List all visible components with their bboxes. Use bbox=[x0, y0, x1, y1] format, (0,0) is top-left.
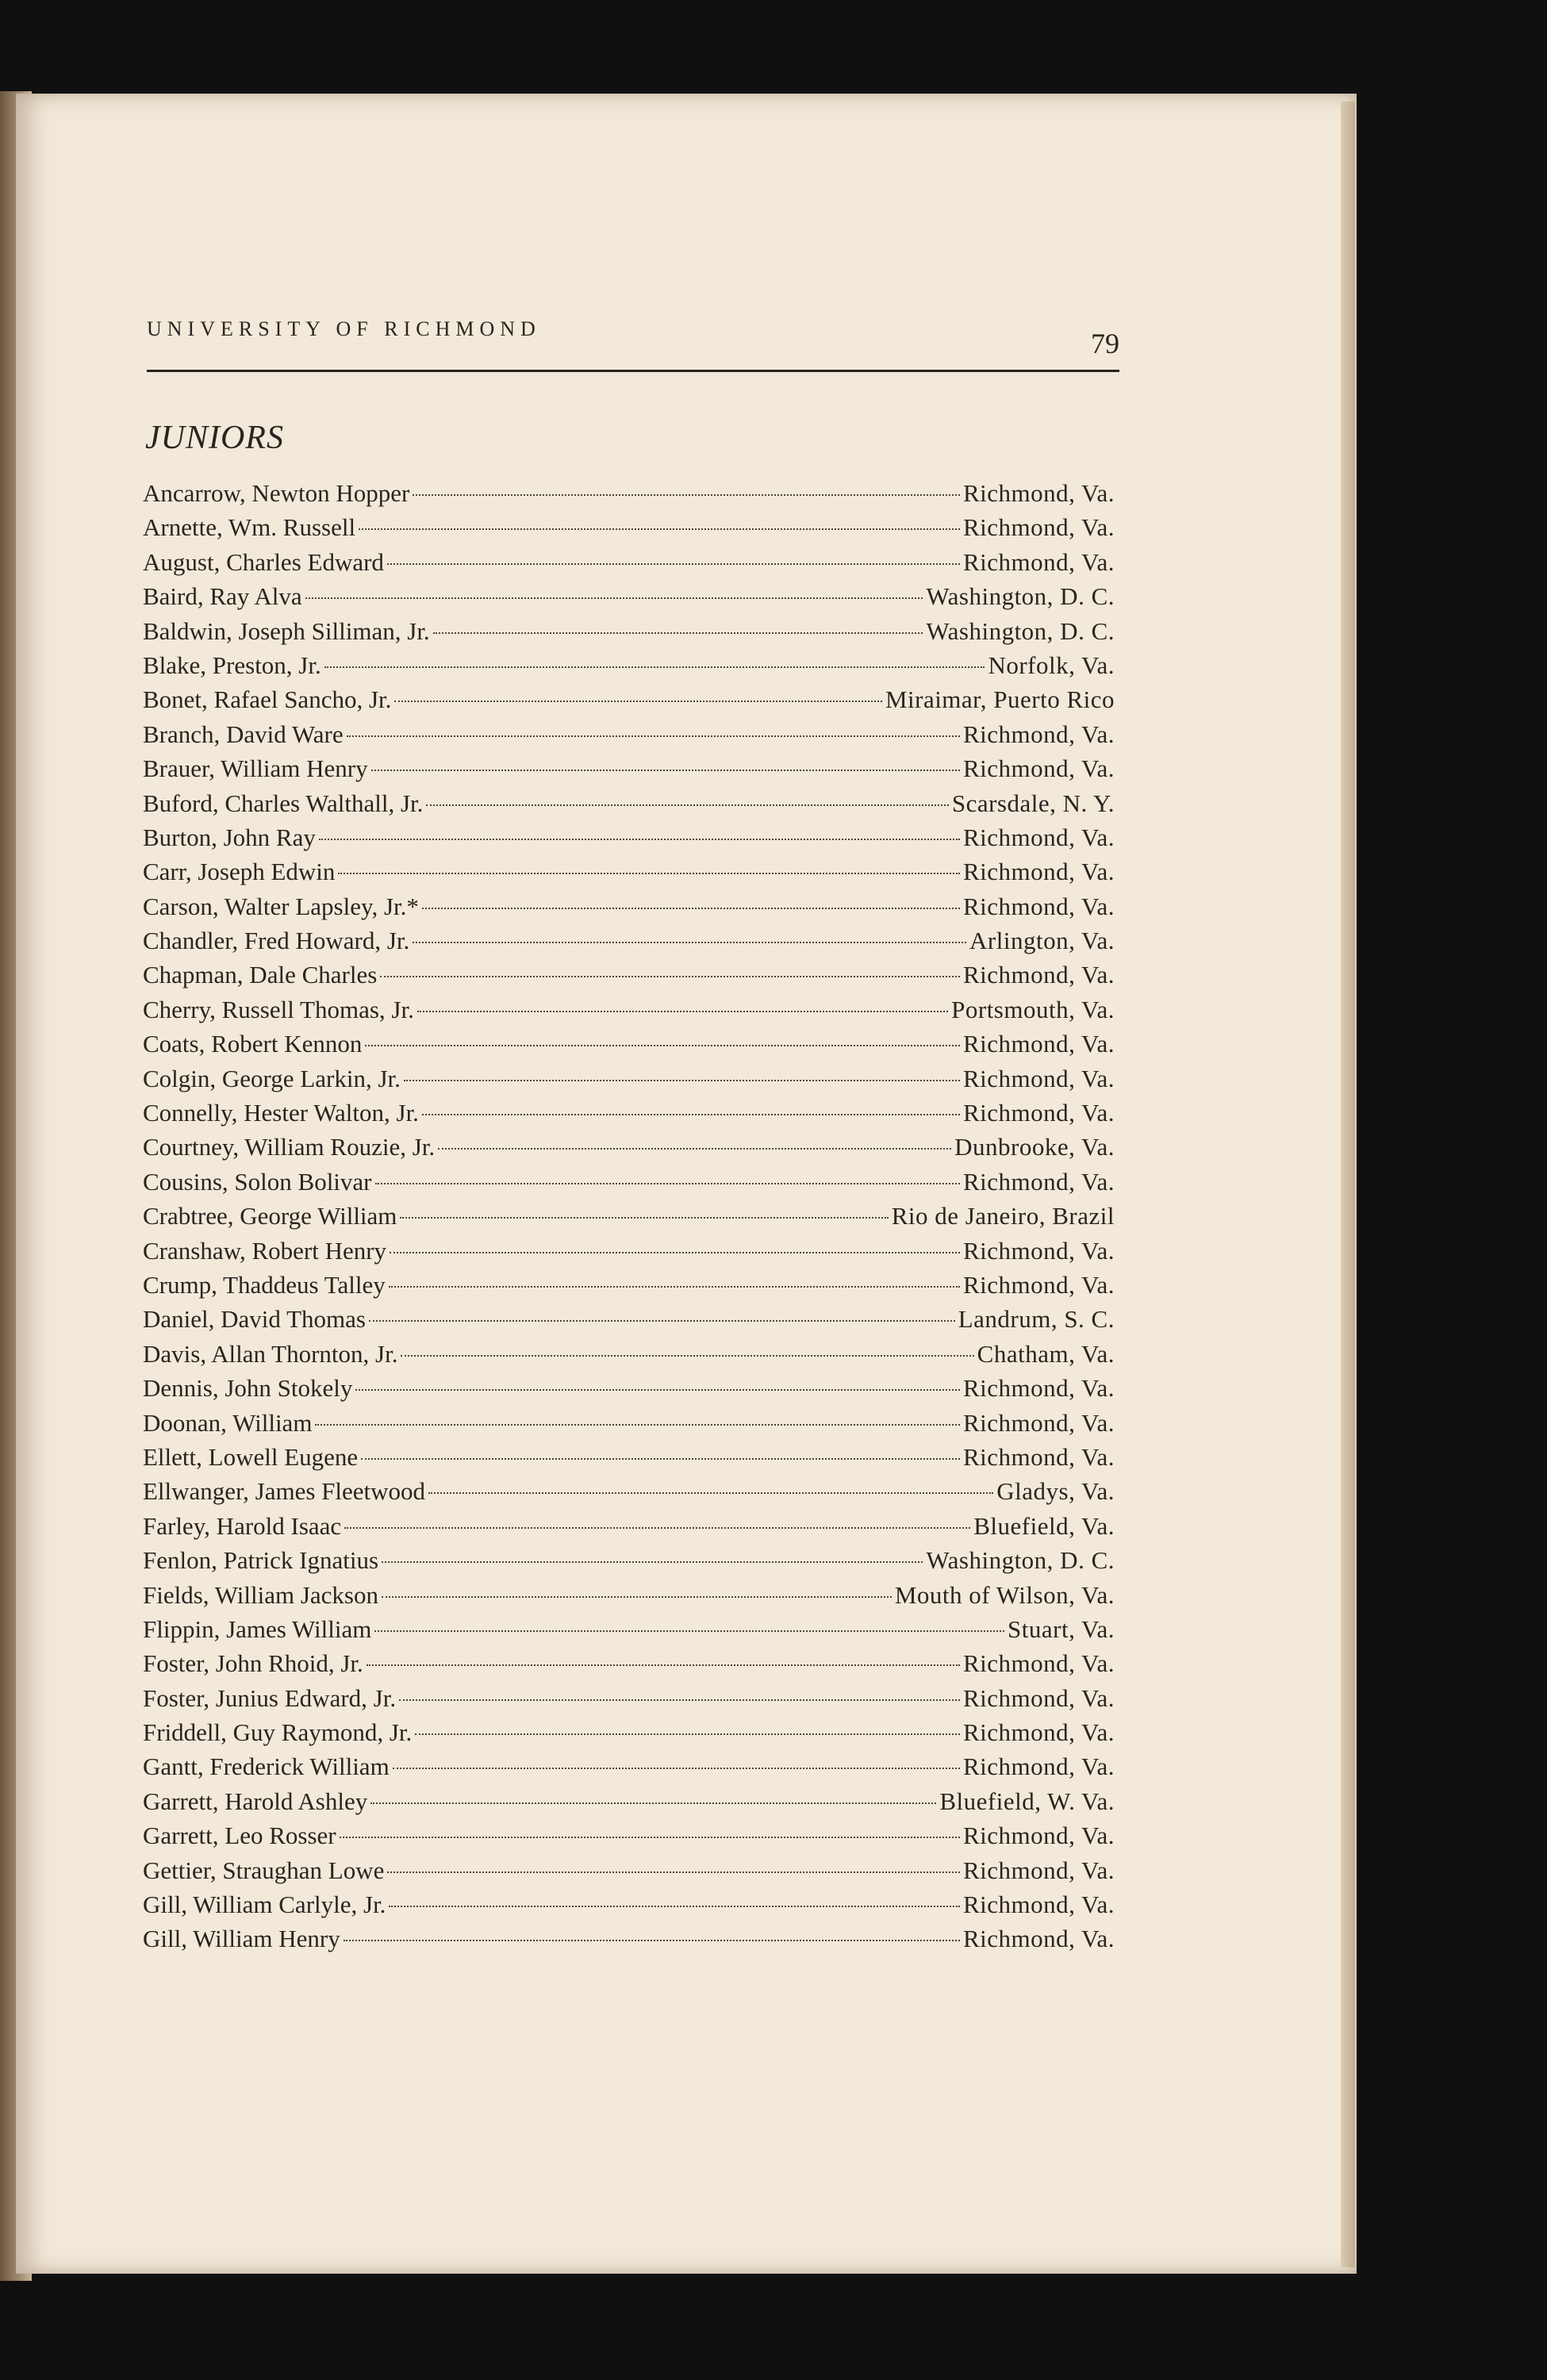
dot-leader bbox=[375, 1183, 960, 1184]
hometown: Richmond, Va. bbox=[962, 547, 1115, 576]
hometown: Portsmouth, Va. bbox=[951, 995, 1115, 1023]
student-name: Flippin, James William bbox=[143, 1614, 372, 1643]
dot-leader bbox=[404, 1080, 960, 1081]
student-name: Chandler, Fred Howard, Jr. bbox=[143, 927, 410, 955]
student-name: Burton, John Ray bbox=[143, 823, 316, 851]
section-title: JUNIORS bbox=[145, 420, 284, 456]
list-item bbox=[143, 582, 1115, 616]
hometown: Richmond, Va. bbox=[962, 1856, 1115, 1884]
dot-leader bbox=[370, 1802, 936, 1804]
student-name: Foster, John Rhoid, Jr. bbox=[143, 1649, 363, 1678]
dot-leader bbox=[413, 942, 966, 943]
student-name: Daniel, David Thomas bbox=[143, 1305, 366, 1334]
list-item bbox=[143, 961, 1115, 995]
dot-leader bbox=[389, 1286, 960, 1288]
hometown: Washington, D. C. bbox=[926, 582, 1115, 611]
dot-leader bbox=[401, 1355, 973, 1357]
hometown: Richmond, Va. bbox=[962, 1925, 1115, 1953]
dot-leader bbox=[319, 839, 960, 840]
dot-leader bbox=[400, 1217, 888, 1219]
hometown: Chatham, Va. bbox=[977, 1339, 1115, 1368]
list-item bbox=[143, 1065, 1115, 1099]
dot-leader bbox=[387, 1871, 960, 1873]
dot-leader bbox=[438, 1148, 951, 1150]
hometown: Norfolk, Va. bbox=[988, 651, 1115, 679]
hometown: Bluefield, Va. bbox=[973, 1511, 1115, 1540]
hometown: Washington, D. C. bbox=[926, 616, 1115, 645]
student-name: Farley, Harold Isaac bbox=[143, 1511, 342, 1540]
student-name: Garrett, Harold Ashley bbox=[143, 1787, 368, 1815]
hometown: Richmond, Va. bbox=[962, 823, 1115, 851]
dot-leader bbox=[315, 1424, 960, 1426]
list-item bbox=[143, 1718, 1115, 1752]
list-item bbox=[143, 513, 1115, 547]
student-name: Crump, Thaddeus Talley bbox=[143, 1270, 386, 1299]
dot-leader bbox=[382, 1561, 923, 1563]
dot-leader bbox=[417, 1011, 948, 1012]
list-item bbox=[143, 1856, 1115, 1891]
student-name: Garrett, Leo Rosser bbox=[143, 1821, 336, 1850]
dot-leader bbox=[382, 1596, 892, 1598]
list-item bbox=[143, 927, 1115, 961]
list-item bbox=[143, 1409, 1115, 1443]
student-name: Ancarrow, Newton Hopper bbox=[143, 479, 410, 507]
list-item bbox=[143, 1891, 1115, 1925]
hometown: Richmond, Va. bbox=[962, 1683, 1115, 1712]
dot-leader bbox=[426, 804, 948, 806]
hometown: Landrum, S. C. bbox=[958, 1305, 1115, 1334]
student-name: Chapman, Dale Charles bbox=[143, 961, 378, 989]
page-edge bbox=[1341, 102, 1355, 2267]
hometown: Richmond, Va. bbox=[962, 1891, 1115, 1919]
list-item bbox=[143, 823, 1115, 858]
student-name: Arnette, Wm. Russell bbox=[143, 513, 356, 542]
dot-leader bbox=[344, 1527, 970, 1529]
hometown: Richmond, Va. bbox=[962, 513, 1115, 542]
student-name: Gettier, Straughan Lowe bbox=[143, 1856, 385, 1884]
hometown: Mouth of Wilson, Va. bbox=[894, 1580, 1115, 1609]
list-item bbox=[143, 1030, 1115, 1064]
list-item bbox=[143, 720, 1115, 754]
hometown: Richmond, Va. bbox=[962, 1270, 1115, 1299]
list-item bbox=[143, 858, 1115, 892]
list-item bbox=[143, 1237, 1115, 1271]
student-name: Coats, Robert Kennon bbox=[143, 1030, 363, 1058]
dot-leader bbox=[413, 494, 960, 496]
list-item bbox=[143, 1271, 1115, 1305]
list-item bbox=[143, 1684, 1115, 1718]
list-item bbox=[143, 548, 1115, 582]
list-item bbox=[143, 754, 1115, 789]
list-item bbox=[143, 1821, 1115, 1856]
student-name: Cherry, Russell Thomas, Jr. bbox=[143, 995, 414, 1023]
student-name: Foster, Junius Edward, Jr. bbox=[143, 1683, 397, 1712]
hometown: Arlington, Va. bbox=[969, 927, 1115, 955]
hometown: Richmond, Va. bbox=[962, 1099, 1115, 1127]
dot-leader bbox=[433, 632, 923, 634]
hometown: Richmond, Va. bbox=[962, 961, 1115, 989]
list-item bbox=[143, 1202, 1115, 1236]
student-name: Fenlon, Patrick Ignatius bbox=[143, 1546, 379, 1575]
student-name: Ellett, Lowell Eugene bbox=[143, 1442, 359, 1471]
hometown: Dunbrooke, Va. bbox=[954, 1133, 1115, 1161]
student-name: Gantt, Frederick William bbox=[143, 1752, 390, 1781]
dot-leader bbox=[338, 873, 960, 874]
hometown: Richmond, Va. bbox=[962, 1236, 1115, 1265]
student-name: Dennis, John Stokely bbox=[143, 1374, 353, 1403]
list-item bbox=[143, 617, 1115, 651]
list-item bbox=[143, 651, 1115, 685]
hometown: Rio de Janeiro, Brazil bbox=[891, 1202, 1115, 1230]
list-item bbox=[143, 1787, 1115, 1821]
student-name: Blake, Preston, Jr. bbox=[143, 651, 321, 679]
hometown: Scarsdale, N. Y. bbox=[951, 789, 1115, 817]
hometown: Washington, D. C. bbox=[926, 1546, 1115, 1575]
hometown: Richmond, Va. bbox=[962, 1408, 1115, 1437]
list-item bbox=[143, 1752, 1115, 1787]
list-item bbox=[143, 1925, 1115, 1959]
list-item bbox=[143, 1374, 1115, 1408]
student-name: Ellwanger, James Fleetwood bbox=[143, 1477, 426, 1506]
hometown: Richmond, Va. bbox=[962, 1442, 1115, 1471]
dot-leader bbox=[428, 1492, 993, 1494]
student-name: Doonan, William bbox=[143, 1408, 313, 1437]
list-item bbox=[143, 1340, 1115, 1374]
student-name: Crabtree, George William bbox=[143, 1202, 397, 1230]
student-name: Cousins, Solon Bolivar bbox=[143, 1167, 372, 1196]
list-item bbox=[143, 1615, 1115, 1649]
list-item bbox=[143, 1649, 1115, 1683]
student-name: Courtney, William Rouzie, Jr. bbox=[143, 1133, 436, 1161]
student-name: Fields, William Jackson bbox=[143, 1580, 378, 1609]
list-item bbox=[143, 1168, 1115, 1202]
hometown: Richmond, Va. bbox=[962, 858, 1115, 886]
dot-leader bbox=[367, 1664, 960, 1666]
dot-leader bbox=[415, 1733, 960, 1735]
student-name: Buford, Charles Walthall, Jr. bbox=[143, 789, 424, 817]
dot-leader bbox=[371, 770, 960, 771]
dot-leader bbox=[324, 666, 985, 668]
hometown: Richmond, Va. bbox=[962, 1649, 1115, 1678]
dot-leader bbox=[380, 976, 960, 977]
student-name: Friddell, Guy Raymond, Jr. bbox=[143, 1718, 413, 1747]
student-name: Cranshaw, Robert Henry bbox=[143, 1236, 387, 1265]
hometown: Richmond, Va. bbox=[962, 720, 1115, 748]
running-header-title: UNIVERSITY OF RICHMOND bbox=[147, 317, 541, 340]
list-item bbox=[143, 685, 1115, 720]
page-number: 79 bbox=[1091, 328, 1119, 359]
dot-leader bbox=[305, 597, 923, 599]
hometown: Stuart, Va. bbox=[1008, 1614, 1115, 1643]
hometown: Bluefield, W. Va. bbox=[939, 1787, 1115, 1815]
hometown: Miraimar, Puerto Rico bbox=[885, 685, 1115, 714]
list-item bbox=[143, 479, 1115, 513]
student-name: August, Charles Edward bbox=[143, 547, 384, 576]
hometown: Richmond, Va. bbox=[962, 1064, 1115, 1092]
dot-leader bbox=[389, 1906, 960, 1907]
list-item bbox=[143, 1133, 1115, 1167]
hometown: Richmond, Va. bbox=[962, 1752, 1115, 1781]
list-item bbox=[143, 1581, 1115, 1615]
list-item bbox=[143, 996, 1115, 1030]
dot-leader bbox=[387, 563, 960, 565]
student-name: Gill, William Carlyle, Jr. bbox=[143, 1891, 386, 1919]
list-item bbox=[143, 892, 1115, 927]
hometown: Richmond, Va. bbox=[962, 1030, 1115, 1058]
student-name: Gill, William Henry bbox=[143, 1925, 340, 1953]
list-item bbox=[143, 1477, 1115, 1511]
dot-leader bbox=[390, 1252, 960, 1253]
student-name: Carr, Joseph Edwin bbox=[143, 858, 336, 886]
dot-leader bbox=[355, 1389, 960, 1391]
student-name: Bonet, Rafael Sancho, Jr. bbox=[143, 685, 392, 714]
dot-leader bbox=[344, 1940, 960, 1941]
dot-leader bbox=[399, 1699, 960, 1701]
student-name: Carson, Walter Lapsley, Jr.* bbox=[143, 892, 419, 920]
list-item bbox=[143, 789, 1115, 823]
hometown: Richmond, Va. bbox=[962, 1167, 1115, 1196]
dot-leader bbox=[374, 1630, 1004, 1632]
hometown: Gladys, Va. bbox=[996, 1477, 1115, 1506]
student-name: Connelly, Hester Walton, Jr. bbox=[143, 1099, 419, 1127]
student-name: Davis, Allan Thornton, Jr. bbox=[143, 1339, 398, 1368]
student-name: Brauer, William Henry bbox=[143, 754, 368, 783]
list-item bbox=[143, 1512, 1115, 1546]
student-name: Branch, David Ware bbox=[143, 720, 344, 748]
list-item bbox=[143, 1443, 1115, 1477]
list-item bbox=[143, 1546, 1115, 1580]
student-name: Baird, Ray Alva bbox=[143, 582, 302, 611]
hometown: Richmond, Va. bbox=[962, 1821, 1115, 1850]
hometown: Richmond, Va. bbox=[962, 479, 1115, 507]
hometown: Richmond, Va. bbox=[962, 1374, 1115, 1403]
student-name: Baldwin, Joseph Silliman, Jr. bbox=[143, 616, 430, 645]
dot-leader bbox=[340, 1837, 960, 1838]
dot-leader bbox=[347, 735, 960, 737]
student-name: Colgin, George Larkin, Jr. bbox=[143, 1064, 401, 1092]
dot-leader bbox=[422, 908, 960, 909]
dot-leader bbox=[393, 1768, 960, 1769]
list-item bbox=[143, 1305, 1115, 1339]
dot-leader bbox=[365, 1045, 960, 1046]
hometown: Richmond, Va. bbox=[962, 754, 1115, 783]
dot-leader bbox=[394, 701, 882, 702]
hometown: Richmond, Va. bbox=[962, 1718, 1115, 1747]
dot-leader bbox=[369, 1320, 955, 1322]
dot-leader bbox=[422, 1114, 960, 1115]
list-item bbox=[143, 1099, 1115, 1133]
student-list bbox=[143, 479, 1115, 1960]
dot-leader bbox=[359, 528, 960, 530]
running-header bbox=[147, 317, 1119, 372]
hometown: Richmond, Va. bbox=[962, 892, 1115, 920]
dot-leader bbox=[361, 1458, 960, 1460]
